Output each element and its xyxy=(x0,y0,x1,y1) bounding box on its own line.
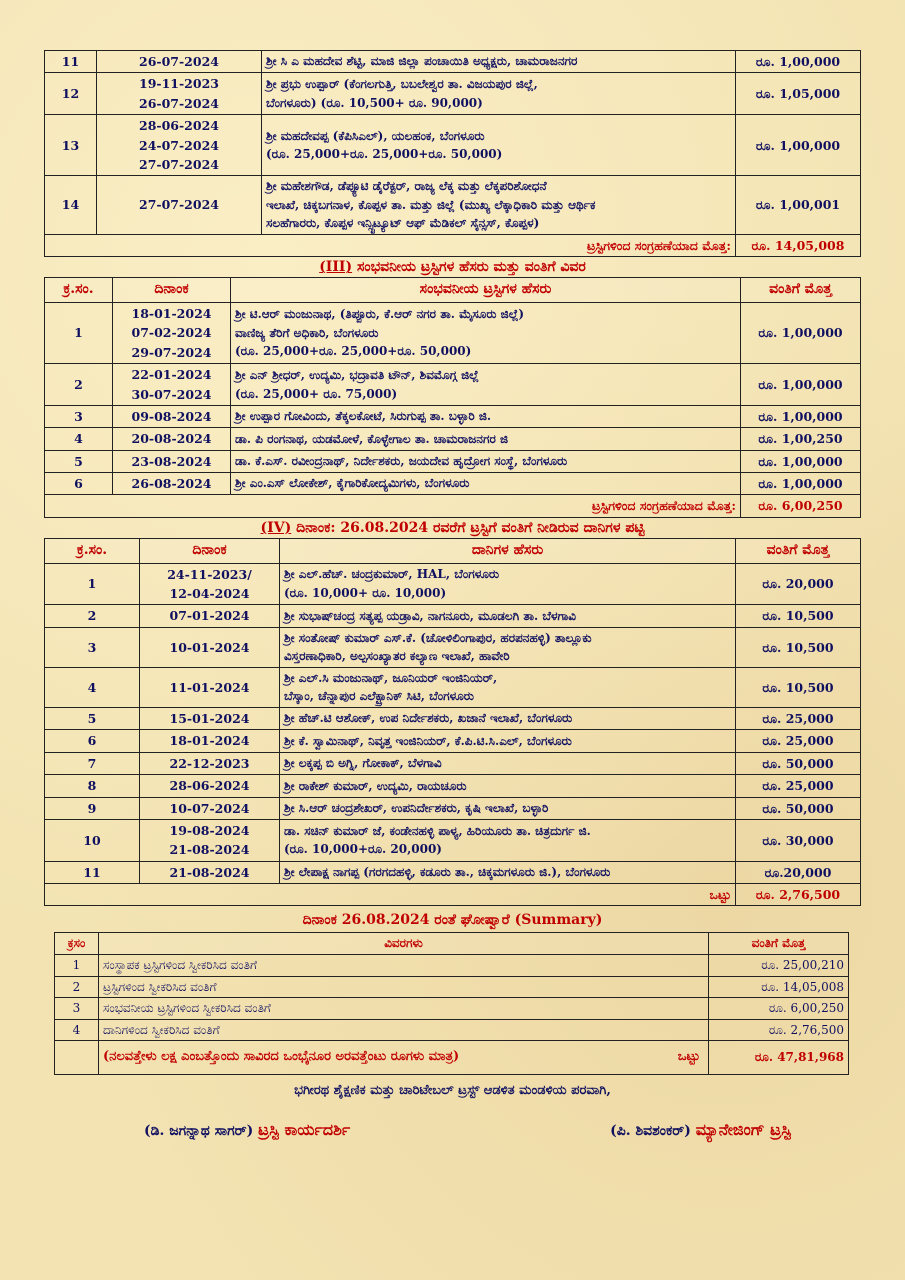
total-row xyxy=(45,495,861,517)
col-header-serial: ಕ್ರ.ಸಂ. xyxy=(45,538,140,563)
details-cell: ಸಂಭವನೀಯ ಟ್ರಸ್ಟಿಗಳಿಂದ ಸ್ವೀಕರಿಸಿದ ವಂತಿಗೆ xyxy=(99,998,709,1020)
date-cell-line: 07-02-2024 xyxy=(131,325,212,341)
donors-table xyxy=(44,538,861,907)
col-header-amount: ವಂತಿಗೆ ಮೊತ್ತ xyxy=(709,933,849,955)
total-amount: ರೂ. 2,76,500 xyxy=(736,884,861,906)
date-cell-line: 19-08-2024 xyxy=(169,822,250,838)
name-cell xyxy=(231,428,741,450)
name-cell xyxy=(280,819,736,861)
signatory-name: (ಪಿ. ಶಿವಶಂಕರ್) xyxy=(610,1122,691,1139)
date-cell xyxy=(97,73,262,115)
date-cell xyxy=(113,303,231,364)
date-cell xyxy=(140,730,280,752)
total-amount: ರೂ. 14,05,008 xyxy=(736,235,861,257)
date-cell-line: 15-01-2024 xyxy=(169,711,250,727)
name-cell-line: ಬೆಂಗಳೂರು) (ರೂ. 10,500+ ರೂ. 90,000) xyxy=(266,95,483,110)
serial-number: 14 xyxy=(45,176,97,235)
table-row xyxy=(45,364,861,406)
date-cell-line: 12-04-2024 xyxy=(169,585,250,601)
serial-number: 5 xyxy=(45,450,113,472)
table-row xyxy=(45,605,861,627)
summary-total-row xyxy=(55,1041,849,1074)
serial-number: 7 xyxy=(45,752,140,774)
table-row xyxy=(45,473,861,495)
amount-cell: ರೂ. 1,00,000 xyxy=(736,115,861,176)
table-row xyxy=(45,752,861,774)
name-cell-line: (ರೂ. 25,000+ರೂ. 25,000+ರೂ. 50,000) xyxy=(266,147,503,162)
name-cell-line: ವಾಣಿಜ್ಯ ತೆರಿಗೆ ಅಧಿಕಾರಿ, ಬೆಂಗಳೂರು xyxy=(235,325,379,340)
name-cell-line: ಶ್ರೀ ಮಹದೇವಪ್ಪ (ಕೆಪಿಸಿಎಲ್), ಯಲಹಂಕ, ಬೆಂಗಳೂರು xyxy=(266,128,485,143)
table-row xyxy=(45,73,861,115)
name-cell xyxy=(231,405,741,427)
name-cell xyxy=(280,667,736,707)
date-cell-line: 23-08-2024 xyxy=(131,453,212,469)
name-cell-line: (ರೂ. 10,000+ರೂ. 20,000) xyxy=(284,842,442,857)
name-cell xyxy=(280,605,736,627)
date-cell-line: 18-01-2024 xyxy=(131,306,212,322)
date-cell xyxy=(97,115,262,176)
name-cell xyxy=(262,176,736,235)
table-row xyxy=(45,303,861,364)
name-cell-line: ಶ್ರೀ ಕೆ. ಸ್ವಾಮಿನಾಥ್, ನಿವೃತ್ತ ಇಂಜಿನಿಯರ್, ಕೆ.ಪಿ.ಟಿ.ಸಿ.ಎಲ್, ಬೆಂಗಳೂರು xyxy=(284,733,572,748)
amount-cell: ರೂ. 14,05,008 xyxy=(709,976,849,998)
name-cell xyxy=(231,364,741,406)
name-cell-line: (ರೂ. 10,000+ ರೂ. 10,000) xyxy=(284,585,447,600)
details-cell: ದಾನಿಗಳಿಂದ ಸ್ವೀಕರಿಸಿದ ವಂತಿಗೆ xyxy=(99,1019,709,1041)
total-label: ಟ್ರಸ್ಟಿಗಳಿಂದ ಸಂಗ್ರಹಣೆಯಾದ ಮೊತ್ತ: xyxy=(45,235,736,257)
col-header-name: ದಾನಿಗಳ ಹೆಸರು xyxy=(280,538,736,563)
date-cell xyxy=(97,51,262,73)
serial-number: 6 xyxy=(45,730,140,752)
serial-number: 1 xyxy=(45,303,113,364)
date-cell xyxy=(140,775,280,797)
details-cell: ಟ್ರಸ್ಟಿಗಳಿಂದ ಸ್ವೀಕರಿಸಿದ ವಂತಿಗೆ xyxy=(99,976,709,998)
name-cell xyxy=(280,563,736,605)
col-header-details: ವಿವರಗಳು xyxy=(99,933,709,955)
amount-cell: ರೂ.20,000 xyxy=(736,861,861,883)
name-cell-line: ಶ್ರೀ ಎನ್ ಶ್ರೀಧರ್, ಉದ್ಯಮಿ, ಭದ್ರಾವತಿ ಟೌನ್, ಶಿವಮೊಗ್ಗ ಜಿಲ್ಲೆ xyxy=(235,368,479,382)
date-cell-line: 07-01-2024 xyxy=(169,608,250,624)
date-cell xyxy=(113,428,231,450)
signatory-role: ಮ್ಯಾನೇಜಿಂಗ್ ಟ್ರಸ್ಟಿ xyxy=(695,1119,791,1139)
serial-number: 5 xyxy=(45,708,140,730)
amount-cell: ರೂ. 1,00,001 xyxy=(736,176,861,235)
table-row xyxy=(45,667,861,707)
amount-cell: ರೂ. 10,500 xyxy=(736,605,861,627)
serial-number: 4 xyxy=(45,428,113,450)
date-cell-line: 27-07-2024 xyxy=(139,156,219,172)
name-cell-line: ಶ್ರೀ ಲಕ್ಕಪ್ಪ ಬಿ ಅಗ್ನಿ, ಗೋಕಾಕ್, ಬೆಳಗಾವಿ xyxy=(284,756,442,771)
table-row xyxy=(45,819,861,861)
amount-cell: ರೂ. 25,000 xyxy=(736,775,861,797)
date-cell-line: 26-07-2024 xyxy=(139,54,219,69)
name-cell-line: ಶ್ರೀ ಪ್ರಭು ಉಪ್ಪಾರ್ (ಕೆಂಗಲಗುತ್ತಿ, ಬಬಲೇಶ್ವರ ತಾ. ವಿಜಯಪುರ ಜಿಲ್ಲೆ, xyxy=(266,77,538,92)
date-cell-line: 22-01-2024 xyxy=(131,367,212,383)
col-header-serial: ಕ್ರಸಂ xyxy=(55,933,99,955)
serial-number: 1 xyxy=(45,563,140,605)
name-cell xyxy=(231,450,741,472)
name-cell-line: ಬೆಸ್ಕಾಂ, ಚೆನ್ನಾಪುರ ಎಲೆಕ್ಟ್ರಾನಿಕ್ ಸಿಟಿ, ಬೆಂಗಳೂರು xyxy=(284,689,474,704)
name-cell xyxy=(231,473,741,495)
details-cell: ಸಂಸ್ಥಾಪಕ ಟ್ರಸ್ಟಿಗಳಿಂದ ಸ್ವೀಕರಿಸಿದ ವಂತಿಗೆ xyxy=(99,955,709,977)
date-cell xyxy=(140,797,280,819)
serial-number: 1 xyxy=(55,955,99,977)
date-cell xyxy=(140,563,280,605)
name-cell xyxy=(280,627,736,667)
table-row xyxy=(45,51,861,73)
table-row xyxy=(45,775,861,797)
name-cell-line: ಶ್ರೀ ಎಲ್.ಹೆಚ್. ಚಂದ್ರಕುಮಾರ್, HAL, ಬೆಂಗಳೂರು xyxy=(284,567,500,582)
name-cell-line: (ರೂ. 25,000+ರೂ. 25,000+ರೂ. 50,000) xyxy=(235,344,472,359)
name-cell-line: ಡಾ. ಸಚಿನ್ ಕುಮಾರ್ ಜೆ, ಕಂಡೇನಹಳ್ಳಿ ಪಾಳ್ಯ, ಹಿರಿಯೂರು ತಾ. ಚಿತ್ರದುರ್ಗ ಜಿ. xyxy=(284,823,591,838)
amount-cell: ರೂ. 50,000 xyxy=(736,752,861,774)
date-cell-line: 18-01-2024 xyxy=(169,733,250,749)
name-cell-line: ಶ್ರೀ ಸಂತೋಷ್ ಕುಮಾರ್ ಎಸ್.ಕೆ. (ಚೋಳಿಲಿಂಗಾಪುರ, ಹರಪನಹಳ್ಳಿ) ತಾಲ್ಲೂಕು xyxy=(284,630,592,645)
serial-number: 3 xyxy=(45,405,113,427)
name-cell-line: ಶ್ರೀ ಲೇಪಾಕ್ಷ ನಾಗಪ್ಪ (ಗರಗದಹಳ್ಳಿ, ಕಡೂರು ತಾ., ಚಿಕ್ಕಮಗಳೂರು ಜಿ.), ಬೆಂಗಳೂರು xyxy=(284,865,611,880)
table-row xyxy=(55,955,849,977)
summary-title: ದಿನಾಂಕ 26.08.2024 ರಂತೆ ಘೋಷ್ವಾರೆ (Summary) xyxy=(302,912,603,929)
serial-number: 4 xyxy=(45,667,140,707)
grand-total-label: ಒಟ್ಟು xyxy=(677,1049,700,1065)
date-cell-line: 28-06-2024 xyxy=(169,778,250,794)
date-cell xyxy=(113,405,231,427)
serial-number: 11 xyxy=(45,861,140,883)
date-cell-line: 11-01-2024 xyxy=(169,679,250,695)
name-cell xyxy=(280,797,736,819)
name-cell xyxy=(280,708,736,730)
grand-total-amount: ರೂ. 47,81,968 xyxy=(709,1041,849,1074)
date-cell-line: 27-07-2024 xyxy=(139,197,219,213)
signatory-name: (ಡಿ. ಜಗನ್ನಾಥ ಸಾಗರ್) xyxy=(144,1122,254,1139)
name-cell xyxy=(231,303,741,364)
name-cell xyxy=(280,861,736,883)
board-statement: ಭಗೀರಥ ಶೈಕ್ಷಣಿಕ ಮತ್ತು ಚಾರಿಟೇಬಲ್ ಟ್ರಸ್ಟ್ ಆಡಳಿತ ಮಂಡಳಿಯ ಪರವಾಗಿ, xyxy=(294,1082,611,1098)
name-cell-line: ಶ್ರೀ ಎಲ್.ಸಿ ಮಂಜುನಾಥ್, ಜೂನಿಯರ್ ಇಂಜಿನಿಯರ್, xyxy=(284,670,498,685)
signatures xyxy=(44,1120,861,1140)
table-row xyxy=(55,998,849,1020)
date-cell xyxy=(113,364,231,406)
name-cell-line: ಶ್ರೀ ಟಿ.ಆರ್ ಮಂಜುನಾಥ, (ತಿಪ್ಪೂರು, ಕೆ.ಆರ್ ನಗರ ತಾ. ಮೈಸೂರು ಜಿಲ್ಲೆ) xyxy=(235,307,525,322)
name-cell-line: ಶ್ರೀ ರಾಕೇಶ್ ಕುಮಾರ್, ಉದ್ಯಮಿ, ರಾಯಚೂರು xyxy=(284,778,467,793)
table-row xyxy=(45,450,861,472)
name-cell xyxy=(280,775,736,797)
amount-cell: ರೂ. 2,76,500 xyxy=(709,1019,849,1041)
total-row xyxy=(45,884,861,906)
date-cell xyxy=(140,861,280,883)
amount-cell: ರೂ. 1,00,000 xyxy=(741,450,861,472)
date-cell xyxy=(140,667,280,707)
name-cell-line: ಶ್ರೀ ಸಿ.ಆರ್ ಚಂದ್ರಶೇಖರ್, ಉಪನಿರ್ದೇಶಕರು, ಕೃಷಿ ಇಲಾಖೆ, ಬಳ್ಳಾರಿ xyxy=(284,800,549,815)
date-cell-line: 21-08-2024 xyxy=(169,842,250,858)
table-row xyxy=(45,797,861,819)
serial-number: 8 xyxy=(45,775,140,797)
table-row xyxy=(45,428,861,450)
date-cell xyxy=(140,627,280,667)
amount-cell: ರೂ. 30,000 xyxy=(736,819,861,861)
amount-cell: ರೂ. 1,00,000 xyxy=(741,364,861,406)
section3-title: (III) ಸಂಭವನೀಯ ಟ್ರಸ್ಟಿಗಳ ಹೆಸರು ಮತ್ತು ವಂತಿಗೆ ವಿವರ xyxy=(319,259,586,276)
col-header-serial: ಕ್ರ.ಸಂ. xyxy=(45,278,113,303)
name-cell xyxy=(262,115,736,176)
total-row xyxy=(45,235,861,257)
date-cell-line: 24-07-2024 xyxy=(139,137,219,153)
amount-cell: ರೂ. 1,00,000 xyxy=(741,473,861,495)
name-cell xyxy=(262,51,736,73)
col-header-amount: ವಂತಿಗೆ ಮೊತ್ತ xyxy=(736,538,861,563)
signatory-role: ಟ್ರಸ್ಟಿ ಕಾರ್ಯದರ್ಶಿ xyxy=(258,1119,351,1139)
serial-number: 2 xyxy=(45,605,140,627)
name-cell-line: ಡಾ. ಪಿ ರಂಗನಾಥ, ಯಡಮೋಳೆ, ಕೊಳ್ಳೇಗಾಲ ತಾ. ಚಾಮರಾಜನಗರ ಜಿ xyxy=(235,431,509,446)
total-in-words: (ನಲವತ್ತೇಳು ಲಕ್ಷ ಎಂಬತ್ತೊಂದು ಸಾವಿರದ ಒಂಭೈನೂರ ಅರವತ್ತೆಂಟು ರೂಗಳು ಮಾತ್ರ) xyxy=(103,1049,460,1065)
name-cell-line: ಸಲಹೆಗಾರರು, ಕೊಪ್ಪಳ ಇನ್ಸ್ಟಿಟ್ಯೂಟ್ ಆಫ್ ಮೆಡಿಕಲ್ ಸೈನ್ಸಸ್, ಕೊಪ್ಪಳ) xyxy=(266,216,540,231)
trustees-table-continued xyxy=(44,50,861,257)
serial-number: 4 xyxy=(55,1019,99,1041)
date-cell-line: 19-11-2023 xyxy=(139,76,219,92)
name-cell-line: ಶ್ರೀ ಹೆಚ್.ಟಿ ಆಶೋಕ್, ಉಪ ನಿರ್ದೇಶಕರು, ಖಜಾನೆ ಇಲಾಖೆ, ಬೆಂಗಳೂರು xyxy=(284,711,573,726)
name-cell xyxy=(280,730,736,752)
serial-number: 9 xyxy=(45,797,140,819)
date-cell xyxy=(140,708,280,730)
date-cell-line: 24-11-2023/ xyxy=(167,566,252,582)
col-header-amount: ವಂತಿಗೆ ಮೊತ್ತ xyxy=(741,278,861,303)
amount-cell: ರೂ. 50,000 xyxy=(736,797,861,819)
amount-cell: ರೂ. 1,00,250 xyxy=(741,428,861,450)
signatory-managing-trustee xyxy=(610,1120,791,1140)
date-cell-line: 10-07-2024 xyxy=(169,800,250,816)
table-row xyxy=(45,115,861,176)
serial-number: 3 xyxy=(45,627,140,667)
table-row xyxy=(45,176,861,235)
date-cell-line: 26-08-2024 xyxy=(131,476,212,492)
amount-cell: ರೂ. 1,00,000 xyxy=(741,405,861,427)
amount-cell: ರೂ. 6,00,250 xyxy=(709,998,849,1020)
name-cell-line: ಶ್ರೀ ಸಿ ಎ ಮಹದೇವ ಶೆಟ್ಟಿ, ಮಾಜಿ ಜಿಲ್ಲಾ ಪಂಚಾಯಿತಿ ಅಧ್ಯಕ್ಷರು, ಚಾಮರಾಜನಗರ xyxy=(266,54,578,69)
date-cell xyxy=(97,176,262,235)
table-row xyxy=(45,708,861,730)
summary-table xyxy=(54,932,849,1074)
serial-number: 6 xyxy=(45,473,113,495)
name-cell xyxy=(262,73,736,115)
name-cell-line: ಇಲಾಖೆ, ಚಿಕ್ಕಬಗನಾಳ, ಕೊಪ್ಪಳ ತಾ. ಮತ್ತು ಜಿಲ್ಲೆ (ಮುಖ್ಯ ಲೆಕ್ಕಾಧಿಕಾರಿ ಮತ್ತು ಆರ್ಥಿಕ xyxy=(266,197,596,212)
date-cell-line: 20-08-2024 xyxy=(131,431,212,447)
col-header-date: ದಿನಾಂಕ xyxy=(140,538,280,563)
date-cell xyxy=(140,819,280,861)
total-label: ಒಟ್ಟು xyxy=(45,884,736,906)
total-label: ಟ್ರಸ್ಟಿಗಳಿಂದ ಸಂಗ್ರಹಣೆಯಾದ ಮೊತ್ತ: xyxy=(45,495,741,517)
amount-cell: ರೂ. 10,500 xyxy=(736,627,861,667)
date-cell xyxy=(113,450,231,472)
amount-cell: ರೂ. 25,000 xyxy=(736,730,861,752)
table-row xyxy=(55,976,849,998)
serial-number: 11 xyxy=(45,51,97,73)
total-amount: ರೂ. 6,00,250 xyxy=(741,495,861,517)
table-row xyxy=(45,627,861,667)
serial-number: 2 xyxy=(55,976,99,998)
date-cell-line: 21-08-2024 xyxy=(169,864,250,880)
col-header-name: ಸಂಭವನೀಯ ಟ್ರಸ್ಟಿಗಳ ಹೆಸರು xyxy=(231,278,741,303)
name-cell-line: ಡಾ. ಕೆ.ಎಸ್. ರವೀಂದ್ರನಾಥ್, ನಿರ್ದೇಶಕರು, ಜಯದೇವ ಹೃದ್ರೋಗ ಸಂಸ್ಥೆ, ಬೆಂಗಳೂರು xyxy=(235,454,568,469)
name-cell-line: ಶ್ರೀ ಸುಭಾಷ್‌ಚಂದ್ರ ಸತ್ಯಪ್ಪ ಯಡ್ರಾವಿ, ನಾಗನೂರು, ಮೂಡಲಗಿ ತಾ. ಬೆಳಗಾವಿ xyxy=(284,608,577,623)
date-cell-line: 09-08-2024 xyxy=(131,408,212,424)
serial-number: 3 xyxy=(55,998,99,1020)
table-row xyxy=(55,1019,849,1041)
date-cell-line: 28-06-2024 xyxy=(139,118,219,134)
date-cell-line: 22-12-2023 xyxy=(169,755,250,771)
name-cell-line: ಶ್ರೀ ಮಹೇಶಗೌಡ, ಡೆಪ್ಯೂಟಿ ಡೈರೆಕ್ಟರ್, ರಾಜ್ಯ ಲೆಕ್ಕ ಮತ್ತು ಲೆಕ್ಕಪರಿಶೋಧನೆ xyxy=(266,179,547,194)
section4-title: (IV) ದಿನಾಂಕ: 26.08.2024 ರವರೆಗೆ ಟ್ರಸ್ಟಿಗೆ ವಂತಿಗೆ ನೀಡಿರುವ ದಾನಿಗಳ ಪಟ್ಟಿ xyxy=(260,519,645,536)
table-row xyxy=(45,730,861,752)
name-cell-line: ಶ್ರೀ ಉಪ್ಪಾರ ಗೋವಿಂದು, ತೆಕ್ಕಲಕೋಟೆ, ಸಿರುಗುಪ್ಪ ತಾ. ಬಳ್ಳಾರಿ ಜಿ. xyxy=(235,409,492,424)
amount-cell: ರೂ. 1,00,000 xyxy=(736,51,861,73)
name-cell xyxy=(280,752,736,774)
amount-cell: ರೂ. 10,500 xyxy=(736,667,861,707)
table-row xyxy=(45,405,861,427)
signatory-secretary xyxy=(144,1120,350,1140)
amount-cell: ರೂ. 1,00,000 xyxy=(741,303,861,364)
amount-cell: ರೂ. 25,000 xyxy=(736,708,861,730)
date-cell-line: 10-01-2024 xyxy=(169,639,250,655)
date-cell-line: 30-07-2024 xyxy=(131,386,212,402)
name-cell-line: ವಿಸ್ತರಣಾಧಿಕಾರಿ, ಅಲ್ಪಸಂಖ್ಯಾತರ ಕಲ್ಯಾಣ ಇಲಾಖೆ, ಹಾವೇರಿ xyxy=(284,649,510,664)
serial-number: 13 xyxy=(45,115,97,176)
date-cell-line: 26-07-2024 xyxy=(139,95,219,111)
table-row xyxy=(45,861,861,883)
serial-number: 10 xyxy=(45,819,140,861)
name-cell-line: ಶ್ರೀ ಎಂ.ಎಸ್ ಲೋಕೇಶ್, ಕೈಗಾರಿಕೋದ್ಯಮಿಗಳು, ಬೆಂಗಳೂರು xyxy=(235,476,470,491)
col-header-date: ದಿನಾಂಕ xyxy=(113,278,231,303)
name-cell-line: (ರೂ. 25,000+ ರೂ. 75,000) xyxy=(235,386,398,401)
serial-number: 2 xyxy=(45,364,113,406)
serial-number: 12 xyxy=(45,73,97,115)
amount-cell: ರೂ. 20,000 xyxy=(736,563,861,605)
date-cell-line: 29-07-2024 xyxy=(131,344,212,360)
date-cell xyxy=(113,473,231,495)
date-cell xyxy=(140,752,280,774)
table-row xyxy=(45,563,861,605)
date-cell xyxy=(140,605,280,627)
amount-cell: ರೂ. 25,00,210 xyxy=(709,955,849,977)
prospective-trustees-table xyxy=(44,277,861,517)
amount-cell: ರೂ. 1,05,000 xyxy=(736,73,861,115)
